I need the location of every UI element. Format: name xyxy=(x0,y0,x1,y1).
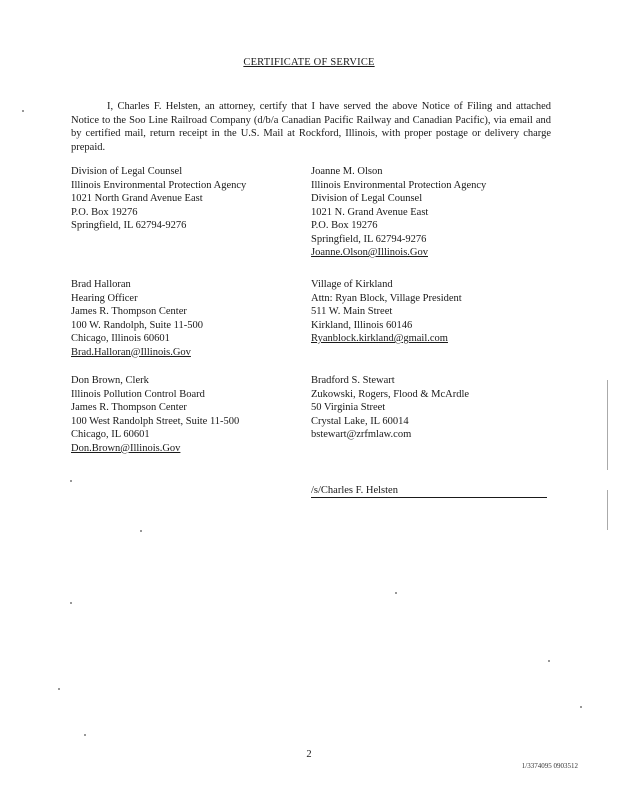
scan-speck xyxy=(395,592,397,594)
address-line: 1021 N. Grand Avenue East xyxy=(311,206,429,218)
address-line: Springfield, IL 62794-9276 xyxy=(311,233,427,245)
recipient-block-brad-halloran xyxy=(71,278,203,359)
address-line: Kirkland, Illinois 60146 xyxy=(311,319,413,331)
address-line: P.O. Box 19276 xyxy=(71,206,138,218)
page-number: 2 xyxy=(306,749,312,760)
address-line: 100 W. Randolph, Suite 11-500 xyxy=(71,319,204,331)
signature-text: /s/Charles F. Helsten xyxy=(311,485,398,496)
address-line: Brad Halloran xyxy=(71,279,131,290)
scan-speck xyxy=(70,480,72,482)
address-line: Village of Kirkland xyxy=(311,279,393,290)
address-line: James R. Thompson Center xyxy=(71,306,187,317)
address-line: Division of Legal Counsel xyxy=(71,166,183,177)
address-line: Springfield, IL 62794-9276 xyxy=(71,220,187,231)
certification-paragraph: I, Charles F. Helsten, an attorney, certify that I have served the above Notice of Filing and attached Notice to the Soo Line Railroad Company (d/b/a Canadian Pacific Railway and Canadian Pacific), via email and by certified mail, return receipt in the U.S. Mail at Rockford, Illinois, with proper postage or delivery charge prepaid. xyxy=(71,101,551,153)
scan-speck xyxy=(548,660,550,662)
scan-speck xyxy=(84,734,86,736)
scan-speck xyxy=(580,706,582,708)
email-link[interactable]: Joanne.Olson@Illinois.Gov xyxy=(311,247,428,258)
signature-line xyxy=(311,484,547,498)
address-line: 50 Virginia Street xyxy=(311,402,386,413)
recipient-block-legal-counsel xyxy=(71,165,246,233)
scan-speck xyxy=(22,110,24,112)
address-line: Hearing Officer xyxy=(71,292,138,304)
document-id: 1/3374095 0903512 xyxy=(521,762,578,770)
address-line: 511 W. Main Street xyxy=(311,306,393,317)
scan-speck xyxy=(140,530,142,532)
address-line: Attn: Ryan Block, Village President xyxy=(311,292,462,304)
address-line: P.O. Box 19276 xyxy=(311,220,378,231)
address-line: Division of Legal Counsel xyxy=(311,193,423,204)
address-line: 1021 North Grand Avenue East xyxy=(71,193,203,204)
address-line: Illinois Environmental Protection Agency xyxy=(71,179,247,191)
recipient-block-bradford-stewart xyxy=(311,374,469,442)
address-line: Illinois Environmental Protection Agency xyxy=(311,179,487,191)
address-line: 100 West Randolph Street, Suite 11-500 xyxy=(71,415,240,427)
address-line: Illinois Pollution Control Board xyxy=(71,388,205,400)
document-title: CERTIFICATE OF SERVICE xyxy=(243,57,375,68)
address-line: Zukowski, Rogers, Flood & McArdle xyxy=(311,388,470,400)
scan-speck xyxy=(58,688,60,690)
email-link[interactable]: Ryanblock.kirkland@gmail.com xyxy=(311,333,448,344)
recipient-block-don-brown xyxy=(71,374,239,455)
recipient-block-village-kirkland xyxy=(311,278,462,346)
email-text[interactable]: bstewart@zrfmlaw.com xyxy=(311,429,412,440)
email-link[interactable]: Brad.Halloran@Illinois.Gov xyxy=(71,346,191,358)
address-line: Crystal Lake, IL 60014 xyxy=(311,415,409,427)
address-line: Don Brown, Clerk xyxy=(71,375,149,386)
address-line: Chicago, IL 60601 xyxy=(71,429,150,440)
address-line: James R. Thompson Center xyxy=(71,402,187,413)
address-line: Chicago, Illinois 60601 xyxy=(71,333,170,344)
address-line: Bradford S. Stewart xyxy=(311,375,395,386)
scan-edge-mark xyxy=(607,380,608,470)
scan-edge-mark xyxy=(607,490,608,530)
email-link[interactable]: Don.Brown@Illinois.Gov xyxy=(71,442,181,454)
recipient-block-joanne-olson xyxy=(311,165,486,260)
scan-speck xyxy=(70,602,72,604)
address-line: Joanne M. Olson xyxy=(311,166,383,177)
